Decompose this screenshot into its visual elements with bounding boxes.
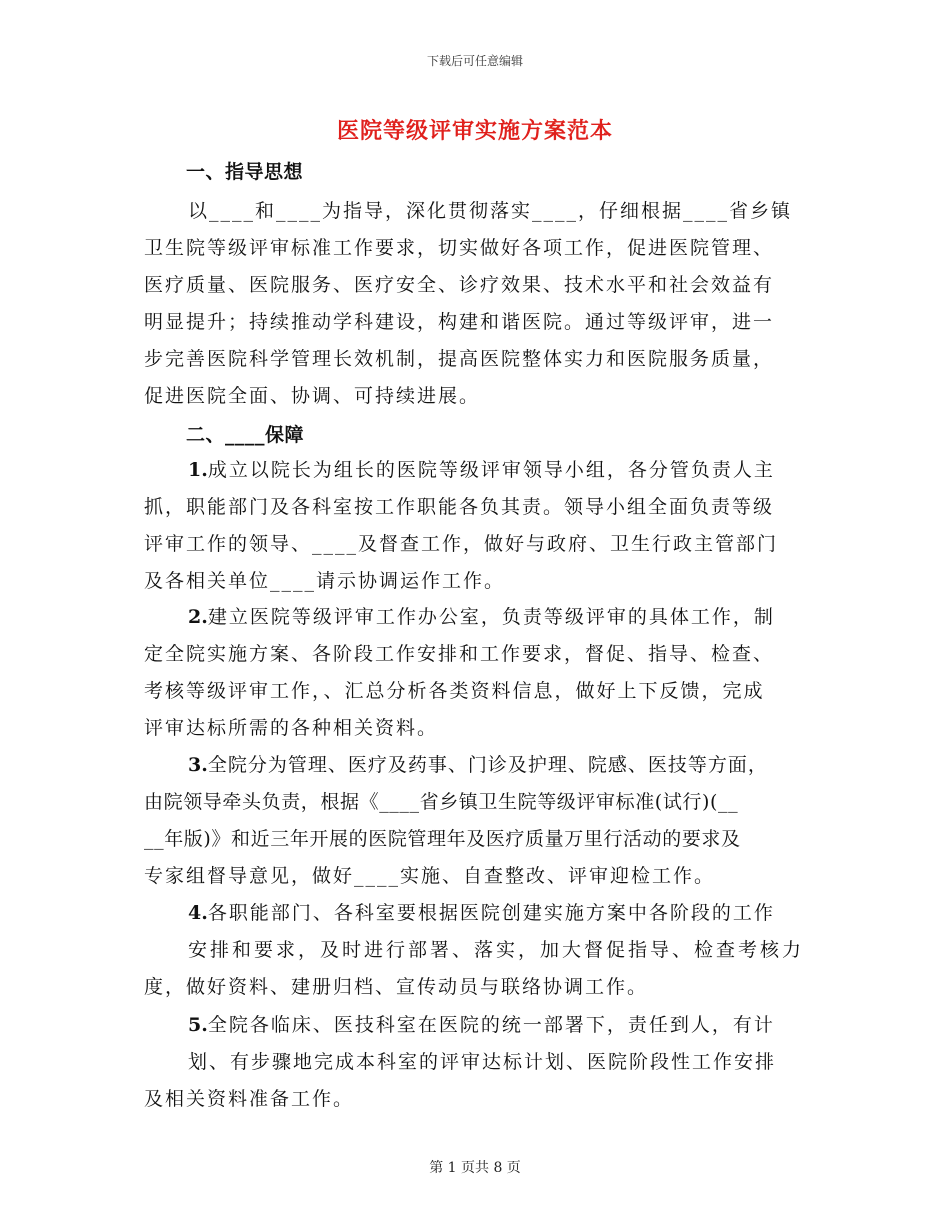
paragraph-line: 促进医院全面、协调、可持续进展。 [144, 385, 481, 407]
paragraph-line: 及各相关单位____请示协调运作工作。 [144, 570, 506, 592]
paragraph-line: 建立医院等级评审工作办公室，负责等级评审的具体工作，制 [207, 606, 775, 628]
paragraph-line: 成立以院长为组长的医院等级评审领导小组，各分管负责人主 [207, 459, 775, 481]
paragraph-line: 全院分为管理、医疗及药事、门诊及护理、院感、医技等方面， [207, 754, 768, 776]
paragraph-line: 卫生院等级评审标准工作要求，切实做好各项工作，促进医院管理、 [144, 237, 775, 259]
list-item-first-line [188, 455, 775, 482]
document-title: 医院等级评审实施方案范本 [336, 118, 613, 144]
paragraph-line: 明显提升；持续推动学科建设，构建和谐医院。通过等级评审，进一 [144, 311, 775, 333]
list-item-first-line [188, 1010, 775, 1037]
paragraph-line: __年版)》和近三年开展的医院管理年及医疗质量万里行活动的要求及 [144, 828, 741, 850]
paragraph-line: 安排和要求，及时进行部署、落实，加大督促指导、检查考核力 [188, 939, 805, 961]
page-number-footer: 第 1 页共 8 页 [429, 1160, 521, 1176]
list-item-number: 4. [188, 902, 208, 924]
paragraph-line: 医疗质量、医院服务、医疗安全、诊疗效果、技术水平和社会效益有 [144, 274, 775, 296]
paragraph-line: 全院各临床、医技科室在医院的统一部署下，责任到人，有计 [207, 1014, 775, 1036]
list-item-number: 5. [188, 1014, 208, 1036]
list-item-first-line [188, 602, 775, 629]
paragraph-line: 定全院实施方案、各阶段工作安排和工作要求，督促、指导、检查、 [144, 643, 775, 665]
paragraph-line: 抓，职能部门及各科室按工作职能各负其责。领导小组全面负责等级 [144, 496, 775, 518]
paragraph-line: 评审达标所需的各种相关资料。 [144, 717, 439, 739]
list-item-first-line [188, 898, 775, 925]
paragraph-line: 以____和____为指导，深化贯彻落实____，仔细根据____省乡镇 [188, 200, 793, 222]
paragraph-line: 由院领导牵头负责，根据《____省乡镇卫生院等级评审标准(试行)(__ [144, 791, 739, 813]
list-item-number: 2. [188, 606, 208, 628]
paragraph-line: 步完善医院科学管理长效机制，提高医院整体实力和医院服务质量， [144, 348, 775, 370]
paragraph-line: 度，做好资料、建册归档、宣传动员与联络协调工作。 [144, 976, 649, 998]
paragraph-line: 评审工作的领导、____及督查工作，做好与政府、卫生行政主管部门 [144, 533, 779, 555]
paragraph-line: 考核等级评审工作，、汇总分析各类资料信息，做好上下反馈，完成 [144, 680, 765, 702]
list-item-number: 3. [188, 754, 208, 776]
page-header-note: 下载后可任意编辑 [426, 54, 523, 68]
paragraph-line: 划、有步骤地完成本科室的评审达标计划、医院阶段性工作安排 [188, 1051, 777, 1073]
section-heading-guarantee: 二、____保障 [186, 424, 305, 446]
section-heading-guiding-thought: 一、指导思想 [186, 161, 304, 183]
paragraph-line: 及相关资料准备工作。 [144, 1088, 355, 1110]
list-item-first-line [188, 750, 768, 777]
paragraph-line: 各职能部门、各科室要根据医院创建实施方案中各阶段的工作 [207, 902, 775, 924]
list-item-number: 1. [188, 459, 208, 481]
paragraph-line: 专家组督导意见，做好____实施、自查整改、评审迎检工作。 [144, 865, 716, 887]
